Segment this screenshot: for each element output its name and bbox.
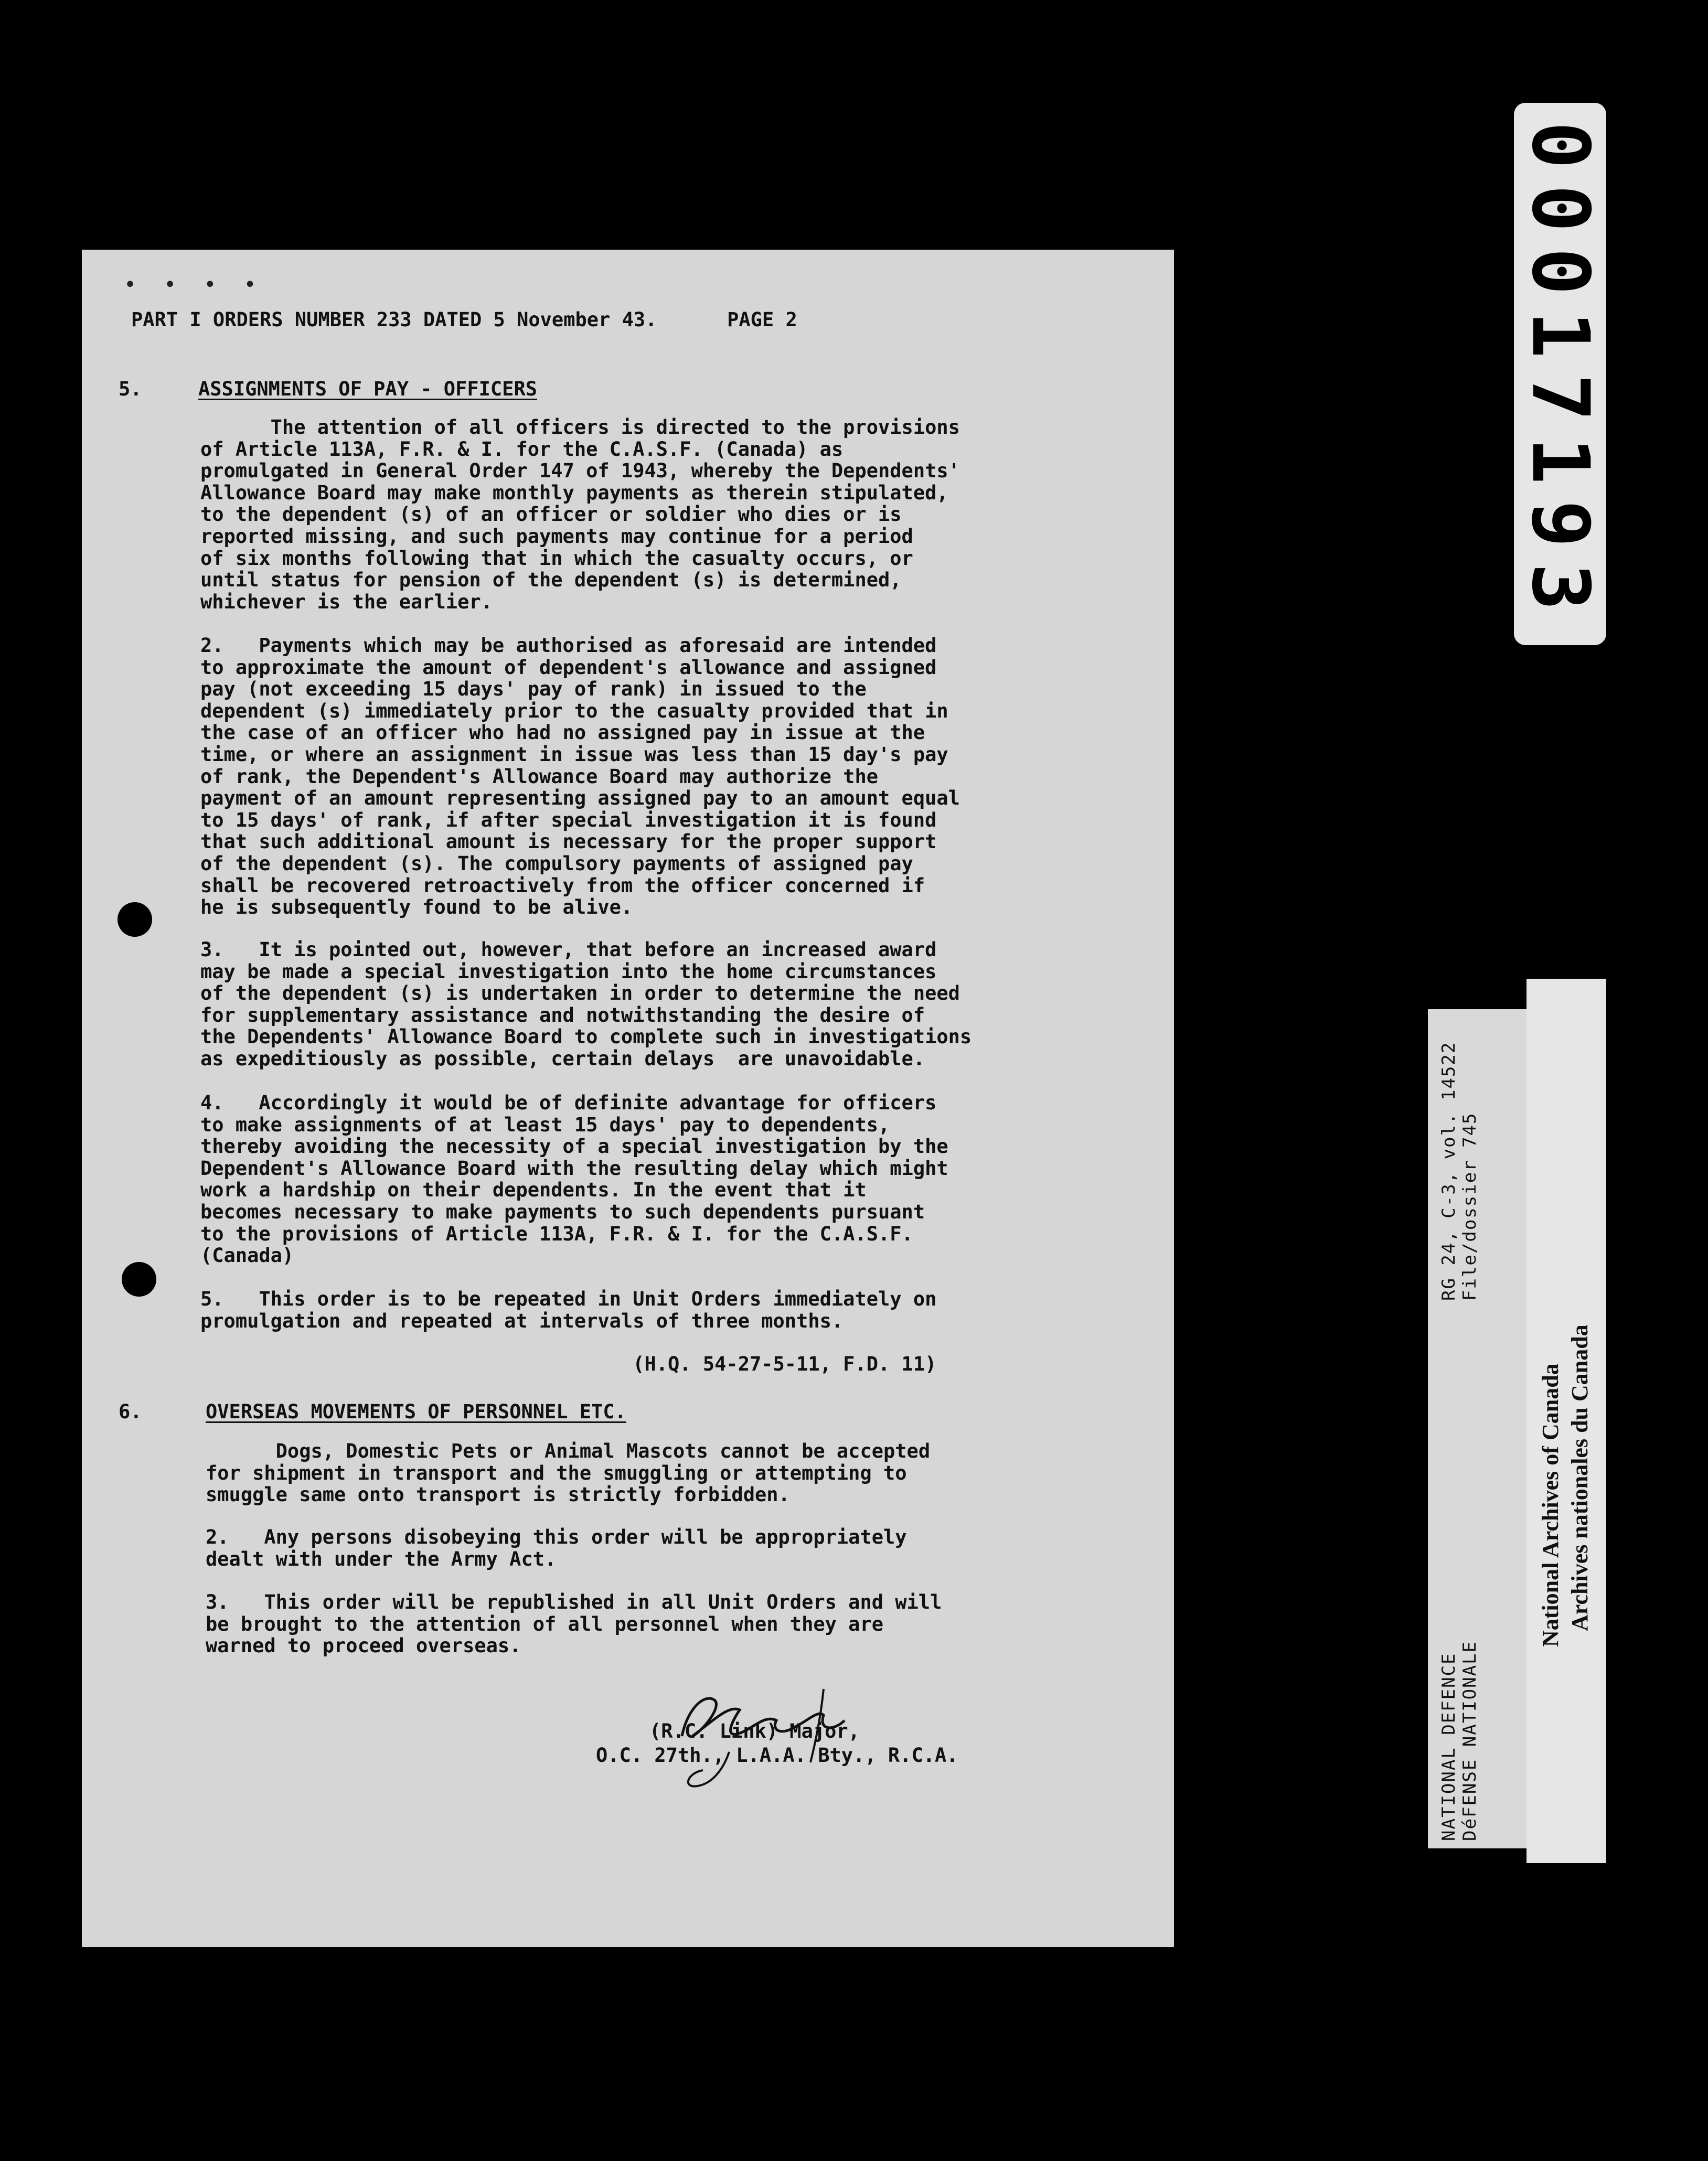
paragraph: The attention of all officers is directed to the provisions of Article 113A, F.R. & I. for the C.A.S.F. (Canada) as promulgated in General Order 147 of 1943, whereby the Dependents' Allowance Board may make monthly payments as therein stipulated, to the dependent (s) of an officer or soldier who dies or is reported missing, and such payments may continue for a period of six months following that in which the casualty occurs, or until status for pension of the dependent (s) is determined, whichever is the earlier.: [200, 416, 960, 613]
punch-hole-top: [118, 902, 152, 937]
archive-reference-line2: File/dossier 745: [1459, 1112, 1480, 1301]
section-number: 5.: [119, 378, 142, 400]
section-title: ASSIGNMENTS OF PAY - OFFICERS: [198, 378, 538, 400]
paragraph: 3. It is pointed out, however, that before an increased award may be made a special investigation into the home circumstances of the dependent (s) is undertaken in order to determine the need for supplementary assistance and notwithstanding the desire of the Dependents' Allowance Board to complete such in investigations as expeditiously as possible, certain delays are unavoidable.: [200, 938, 972, 1070]
archives-name-english: National Archives of Canada: [1538, 1363, 1563, 1647]
speck-marks: • • • •: [124, 273, 264, 297]
department-line2: DéFENSE NATIONALE: [1459, 1641, 1480, 1841]
paragraph: 4. Accordingly it would be of definite advantage for officers to make assignments of at least 15 days' pay to dependents, thereby avoiding the necessity of a special investigation by the Dependent's Allowance Board with the resulting delay which might work a hardship on their dependents. In the event that it becomes necessary to make payments to such dependents pursuant to the provisions of Article 113A, F.R. & I. for the C.A.S.F. (Canada): [200, 1092, 948, 1267]
signature-unit: O.C. 27th., L.A.A. Bty., R.C.A.: [596, 1744, 958, 1767]
punch-hole-bottom: [122, 1262, 156, 1297]
archives-name-french: Archives nationales du Canada: [1567, 1324, 1593, 1631]
section-number: 6.: [119, 1400, 142, 1423]
archive-number-stamp: [1514, 103, 1606, 645]
paragraph: 3. This order will be republished in all Unit Orders and will be brought to the attention of all personnel when they are warned to proceed overseas.: [206, 1591, 942, 1657]
department-line1: NATIONAL DEFENCE: [1438, 1652, 1459, 1841]
paragraph: Dogs, Domestic Pets or Animal Mascots cannot be accepted for shipment in transport and the smuggling or attempting to smuggle same onto transport is strictly forbidden.: [206, 1440, 931, 1506]
paragraph: 2. Payments which may be authorised as aforesaid are intended to approximate the amount of dependent's allowance and assigned pay (not exceeding 15 days' pay of rank) in issued to the dependent (s) immediately prior to the casualty provided that in the case of an officer who had no assigned pay in issue at the time, or where an assignment in issue was less than 15 day's pay of rank, the Dependent's Allowance Board may authorize the payment of an amount representing assigned pay to an amount equal to 15 days' of rank, if after special investigation it is found that such additional amount is necessary for the proper support of the dependent (s). The compulsory payments of assigned pay shall be recovered retroactively from the officer concerned if he is subsequently found to be alive.: [200, 634, 960, 919]
paragraph: 5. This order is to be repeated in Unit Orders immediately on promulgation and repeated at intervals of three months.: [200, 1288, 937, 1332]
archive-number: 00017193: [1514, 121, 1606, 627]
signature-name: (R.C. Link) Major,: [649, 1720, 860, 1742]
archive-reference-line1: RG 24, C-3, vol. 14522: [1438, 1041, 1459, 1301]
paragraph: 2. Any persons disobeying this order will be appropriately dealt with under the Army Act.: [206, 1526, 907, 1570]
file-reference: (H.Q. 54-27-5-11, F.D. 11): [200, 1353, 937, 1375]
page-header: PART I ORDERS NUMBER 233 DATED 5 November 43. PAGE 2: [131, 308, 797, 331]
section-title: OVERSEAS MOVEMENTS OF PERSONNEL ETC.: [206, 1400, 626, 1423]
